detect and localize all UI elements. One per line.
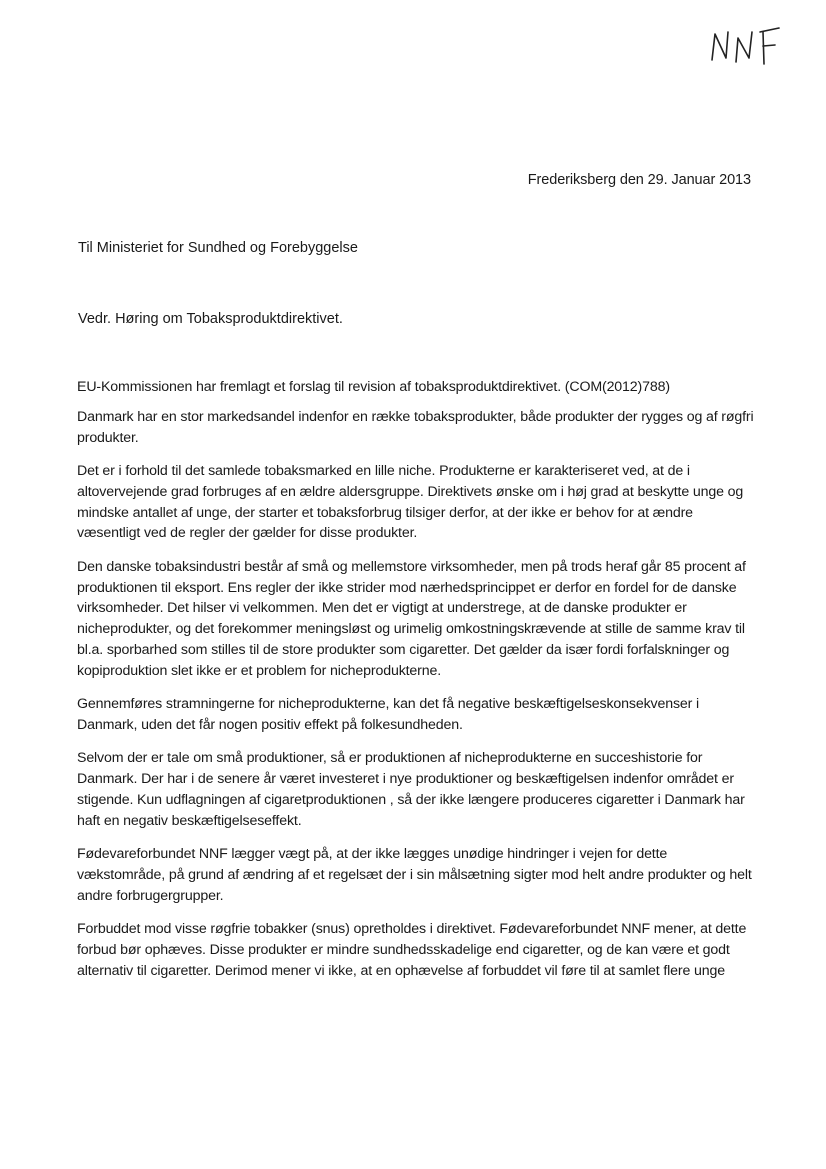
letter-subject: Vedr. Høring om Tobaksproduktdirektivet. [78,311,343,327]
body-paragraph: Selvom der er tale om små produktioner, så er produktionen af nicheprodukterne en succeshistorie for Danmark. Der har i de senere år været investeret i nye produktioner og beskæftigelsen indenfor området er stigende. Kun udflagningen af cigaretproduktionen , så der ikke længere produceres cigaretter i Danmark har haft en negativ beskæftigelseseffekt. [77,750,745,829]
handwritten-nnf-mark [706,22,786,70]
body-paragraph: Gennemføres stramningerne for nicheprodukterne, kan det få negative beskæftigelseskonsekvenser i Danmark, uden det får nogen positiv effekt på folkesundheden. [77,696,700,733]
letter-recipient: Til Ministeriet for Sundhed og Forebyggelse [78,240,358,256]
letter-body [77,377,757,994]
body-paragraph: Den danske tobaksindustri består af små og mellemstore virksomheder, men på trods heraf går 85 procent af produktionen til eksport. Ens regler der ikke strider mod nærhedsprincippet er derfor en fordel for de danske virksomheder. Det hilser vi velkommen. Men det er vigtigt at understrege, at de danske produkter er nicheprodukter, og det forekommer meningsløst og urimelig omkostningskrævende at stille de samme krav til bl.a. sporbarhed som stilles til de store produkter som cigaretter. Det gælder da især fordi forfalskninger og kopiproduktion slet ikke er et problem for nicheprodukterne. [77,558,746,679]
body-paragraph: Det er i forhold til det samlede tobaksmarked en lille niche. Produkterne er karakteriseret ved, at de i altovervejende grad forbruges af en ældre aldersgruppe. Direktivets ønske om i høj grad at beskytte unge og mindske antallet af unge, der starter et tobaksforbrug tilsiger derfor, at der ikke er behov for at ændre væsentligt ved de regler der gælder for disse produkter. [77,462,744,542]
body-paragraph: Forbuddet mod visse røgfrie tobakker (snus) opretholdes i direktivet. Fødevareforbundet NNF mener, at dette forbud bør ophæves. Disse produkter er mindre sundhedsskadelige end cigaretter, og de kan være et godt alternativ til cigaretter. Derimod mener vi ikke, at en ophævelse af forbuddet vil føre til at samlet flere unge [77,921,747,979]
letter-date: Frederiksberg den 29. Januar 2013 [527,172,751,188]
body-paragraph: EU-Kommissionen har fremlagt et forslag til revision af tobaksproduktdirektivet. (COM(2012)788) [77,379,670,395]
body-paragraph: Danmark har en stor markedsandel indenfor en række tobaksprodukter, både produkter der rygges og af røgfri produkter. [77,408,754,446]
body-paragraph: Fødevareforbundet NNF lægger vægt på, at der ikke lægges unødige hindringer i vejen for dette vækstområde, på grund af ændring af et regelsæt der i sin målsætning sigter mod helt andre produkter og helt andre forbrugergrupper. [77,846,752,904]
